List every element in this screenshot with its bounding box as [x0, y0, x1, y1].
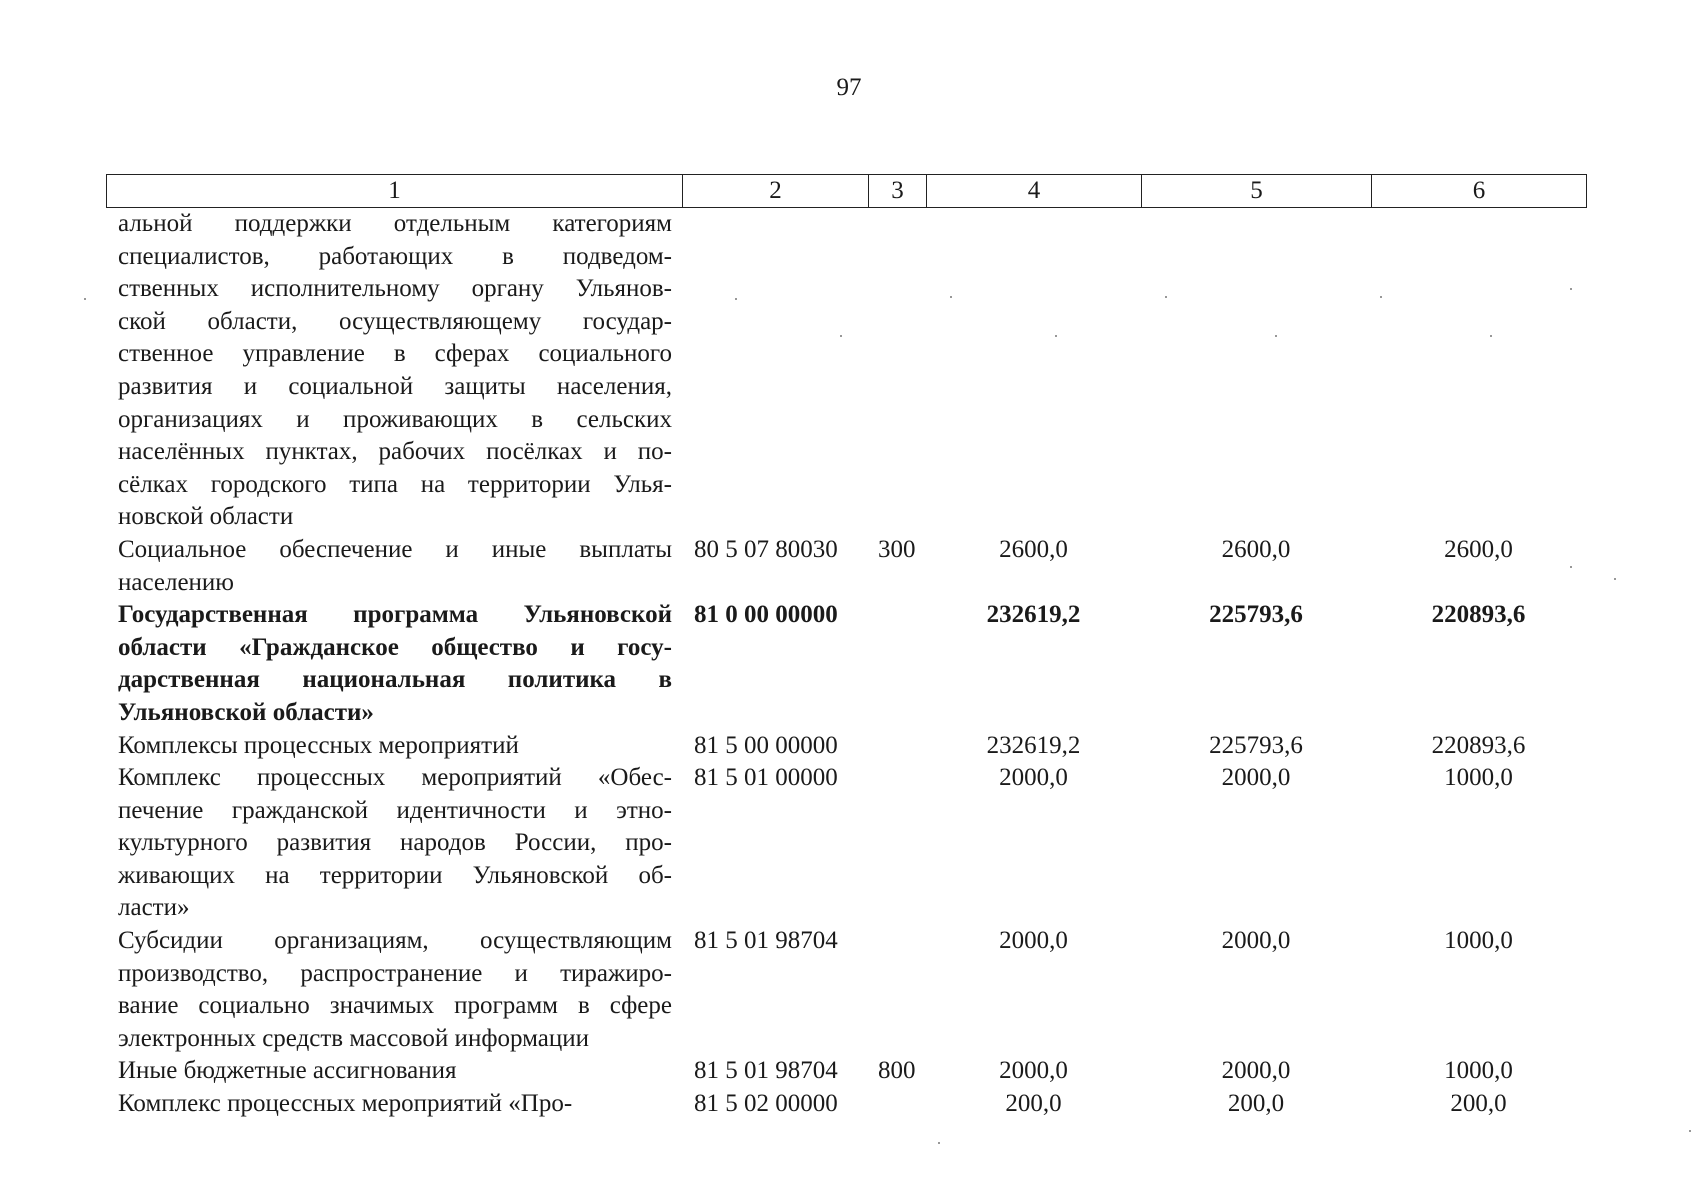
row-value-col5: 2000,0: [1221, 1057, 1291, 1085]
scan-speck: [1275, 335, 1277, 337]
row-expense-type: [868, 1088, 926, 1121]
table-row: [106, 762, 1586, 925]
row-name-line: вание социально значимых программ в сфере: [118, 992, 672, 1020]
row-value-col4: [926, 208, 1141, 534]
row-name-cell: [106, 208, 682, 534]
header-col-3: 3: [869, 175, 927, 208]
row-name-line: развития и социальной защиты населения,: [118, 372, 672, 400]
row-value-col5: 200,0: [1227, 1090, 1285, 1118]
row-expense-type: [868, 762, 926, 925]
row-name-line: организациях и проживающих в сельских: [118, 405, 672, 433]
header-col-5: 5: [1142, 175, 1372, 208]
scan-speck: [938, 1142, 940, 1144]
header-col-6: 6: [1372, 175, 1587, 208]
row-value-col4: 2000,0: [999, 927, 1068, 955]
row-value-col6: 1000,0: [1444, 1057, 1513, 1085]
header-col-4: 4: [927, 175, 1142, 208]
row-name-line: дарственная национальная политика в: [118, 666, 672, 694]
page-number: 97: [836, 74, 862, 101]
row-name-line: Комплекс процессных мероприятий «Обес-: [118, 764, 672, 792]
row-name-line: живающих на территории Ульяновской об-: [118, 861, 672, 889]
scan-speck: [1055, 335, 1057, 337]
header-col-1: 1: [107, 175, 683, 208]
row-value-col6: 2600,0: [1444, 535, 1513, 563]
row-name-line: новской области: [118, 503, 294, 531]
row-name-cell: [106, 925, 682, 1055]
row-name-line: Иные бюджетные ассигнования: [118, 1057, 457, 1085]
row-name-line: Ульяновской области»: [118, 698, 374, 726]
row-code: 81 5 02 00000: [694, 1090, 838, 1118]
row-name-line: специалистов, работающих в подведом-: [118, 242, 672, 270]
row-value-col6: 200,0: [1450, 1090, 1507, 1118]
row-value-col4: 2600,0: [999, 535, 1068, 563]
scan-speck: [1490, 335, 1492, 337]
table-header: [106, 174, 1587, 208]
table-row: [106, 599, 1586, 729]
row-expense-type: [868, 599, 926, 729]
scan-speck: [1614, 578, 1616, 580]
row-value-col5: [1141, 208, 1371, 534]
row-name-cell: [106, 1055, 682, 1088]
row-code: 81 5 00 00000: [694, 731, 838, 759]
scan-speck: [84, 298, 86, 300]
table-row: [106, 534, 1586, 599]
row-name-line: Комплекс процессных мероприятий «Про-: [118, 1090, 573, 1118]
scan-speck: [1570, 288, 1572, 290]
row-value-col5: 2000,0: [1221, 764, 1291, 792]
row-value-col6: [1371, 208, 1586, 534]
budget-table: [106, 174, 1586, 1121]
table-row: [106, 1055, 1586, 1088]
table-row: [106, 730, 1586, 763]
row-value-col4: 200,0: [1005, 1090, 1062, 1118]
row-name-cell: [106, 762, 682, 925]
row-value-col4: 2000,0: [999, 764, 1068, 792]
table-row: [106, 1088, 1586, 1121]
row-code: 81 0 00 00000: [694, 601, 838, 629]
row-code: [682, 208, 868, 534]
row-name-line: производство, распространение и тиражиро-: [118, 959, 672, 987]
row-code: 80 5 07 80030: [694, 535, 838, 563]
row-value-col5: 225793,6: [1209, 731, 1303, 759]
row-expense-type: [868, 925, 926, 1055]
row-expense-type: [868, 208, 926, 534]
scan-speck: [1570, 566, 1572, 568]
row-value-col5: 225793,6: [1209, 601, 1303, 629]
row-code: 81 5 01 00000: [694, 764, 838, 792]
row-name-line: ственных исполнительному органу Ульянов-: [118, 275, 672, 303]
row-name-line: сёлках городского типа на территории Улья-: [118, 470, 672, 498]
row-value-col4: 232619,2: [986, 601, 1081, 629]
scan-speck: [950, 296, 952, 298]
table-body: [106, 208, 1586, 1121]
row-value-col5: 2000,0: [1221, 927, 1291, 955]
row-name-line: ственное управление в сферах социального: [118, 340, 672, 368]
row-value-col4: 232619,2: [986, 731, 1081, 759]
table-row: [106, 925, 1586, 1055]
row-value-col4: 2000,0: [999, 1057, 1068, 1085]
row-name-cell: [106, 1088, 682, 1121]
row-name-line: Социальное обеспечение и иные выплаты: [118, 535, 672, 563]
row-expense-type: 300: [878, 535, 916, 563]
scan-speck: [840, 335, 842, 337]
row-name-line: Комплексы процессных мероприятий: [118, 731, 519, 759]
header-row: [107, 175, 1587, 208]
header-col-2: 2: [683, 175, 869, 208]
row-code: 81 5 01 98704: [694, 927, 838, 955]
row-name-line: электронных средств массовой информации: [118, 1024, 590, 1052]
row-name-line: Субсидии организациям, осуществляющим: [118, 927, 672, 955]
scan-speck: [1165, 296, 1167, 298]
row-value-col6: 1000,0: [1444, 764, 1513, 792]
row-value-col6: 220893,6: [1431, 601, 1526, 629]
row-name-cell: [106, 534, 682, 599]
row-code: 81 5 01 98704: [694, 1057, 838, 1085]
row-value-col6: 220893,6: [1431, 731, 1526, 759]
row-expense-type: [868, 730, 926, 763]
row-name-cell: [106, 599, 682, 729]
row-name-line: населению: [118, 568, 234, 596]
row-value-col5: 2600,0: [1221, 535, 1291, 563]
row-name-line: культурного развития народов России, про-: [118, 829, 672, 857]
scan-speck: [1380, 296, 1382, 298]
row-name-line: области «Гражданское общество и госу-: [118, 633, 672, 661]
scan-speck: [735, 298, 737, 300]
row-expense-type: 800: [878, 1057, 916, 1085]
row-name-cell: [106, 730, 682, 763]
row-name-line: населённых пунктах, рабочих посёлках и по-: [118, 438, 672, 466]
row-name-line: ласти»: [118, 894, 190, 922]
row-name-line: ской области, осуществляющему государ-: [118, 307, 672, 335]
row-name-line: печение гражданской идентичности и этно-: [118, 796, 672, 824]
row-value-col6: 1000,0: [1444, 927, 1513, 955]
row-name-line: альной поддержки отдельным категориям: [118, 210, 672, 237]
scan-speck: [1689, 1130, 1691, 1132]
table-row: [106, 208, 1586, 534]
row-name-line: Государственная программа Ульяновской: [118, 601, 672, 629]
